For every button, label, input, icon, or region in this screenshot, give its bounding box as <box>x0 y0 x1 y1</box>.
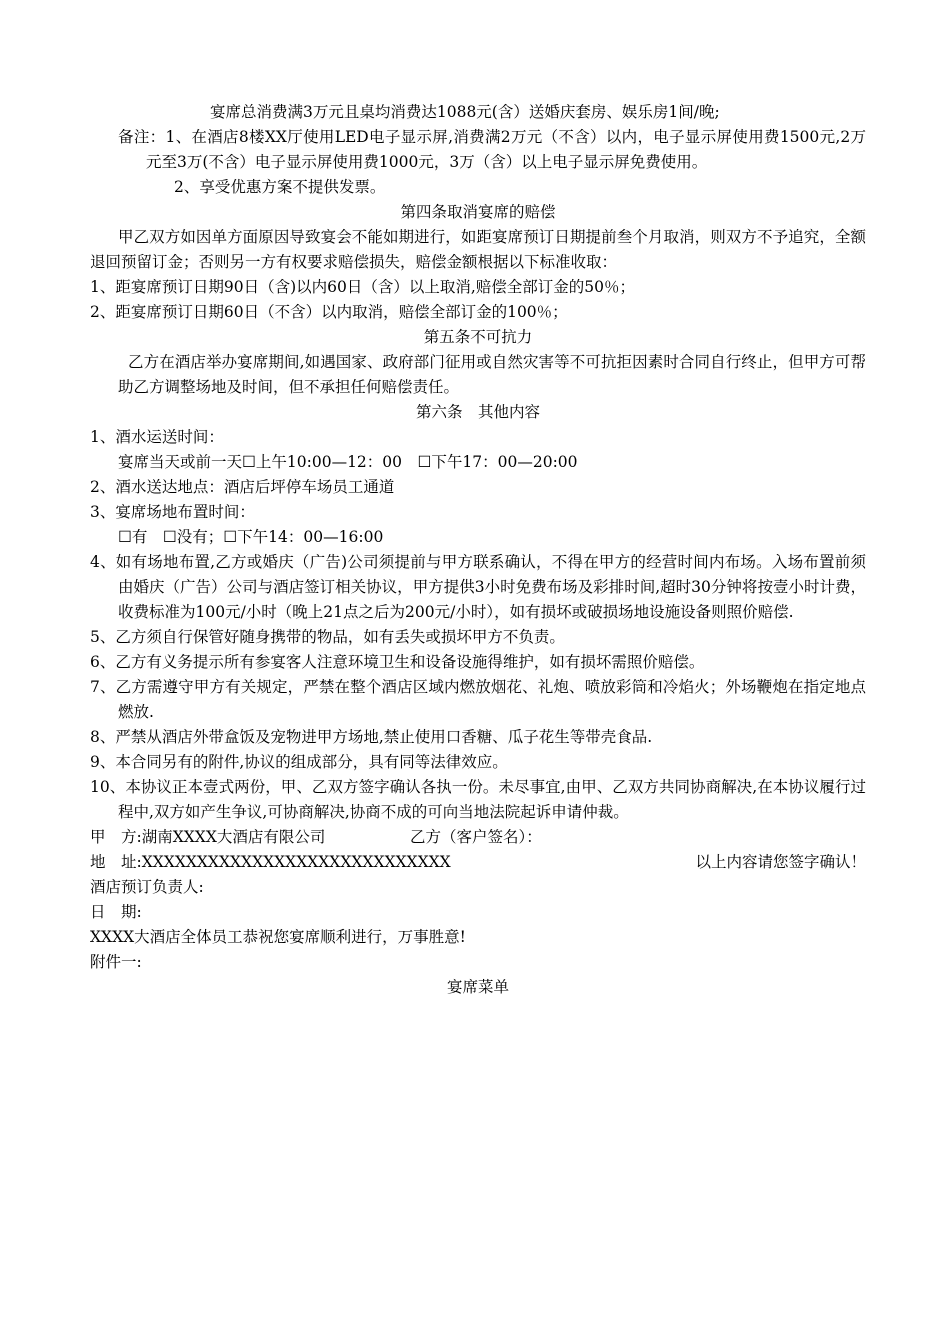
address: 地 址:XXXXXXXXXXXXXXXXXXXXXXXXXXXX <box>90 853 451 871</box>
signature-parties <box>90 825 866 850</box>
article-6-item-8: 8、严禁从酒店外带盒饭及宠物进甲方场地,禁止使用口香糖、瓜子花生等带壳食品. <box>90 728 653 746</box>
delivery-time-options: 宴席当天或前一天☐上午10:00—12：00 ☐下午17：00—20:00 <box>118 453 578 471</box>
contract-document <box>90 100 866 1000</box>
article-4-item-1: 1、距宴席预订日期90日（含)以内60日（含）以上取消,赔偿全部订金的50％； <box>90 278 636 296</box>
article-6-title: 第六条 其他内容 <box>415 403 540 421</box>
booking-manager: 酒店预订负责人: <box>90 878 204 896</box>
article-6-item-10: 10、本协议正本壹式两份，甲、乙双方签字确认各执一份。未尽事宜,由甲、乙双方共同协商解决,在本协议履行过程中,双方如产生争议,可协商解决,协商不成的可向当地法院起诉申请仲裁。 <box>90 778 866 821</box>
date-field: 日 期: <box>90 903 142 921</box>
article-6-item-2: 2、酒水送达地点：酒店后坪停车场员工通道 <box>90 478 395 496</box>
attachment-label: 附件一: <box>90 953 142 971</box>
article-6-item-7: 7、乙方需遵守甲方有关规定，严禁在整个酒店区域内燃放烟花、礼炮、喷放彩筒和冷焰火；外场鞭炮在指定地点燃放. <box>90 678 866 721</box>
blessing: XXXX大酒店全体员工恭祝您宴席顺利进行，万事胜意! <box>90 928 466 946</box>
article-6-item-3: 3、宴席场地布置时间： <box>90 503 255 521</box>
confirm-note: 以上内容请您签字确认！ <box>695 853 866 871</box>
article-5-body: 乙方在酒店举办宴席期间,如遇国家、政府部门征用或自然灾害等不可抗拒因素时合同自行终止，但甲方可帮助乙方调整场地及时间，但不承担任何赔偿责任。 <box>118 353 866 396</box>
note-two: 2、享受优惠方案不提供发票。 <box>174 178 386 196</box>
article-4-title: 第四条取消宴席的赔偿 <box>400 203 556 221</box>
article-6-item-4: 4、如有场地布置,乙方或婚庆（广告)公司须提前与甲方联系确认，不得在甲方的经营时间内布场。入场布置前须由婚庆（广告）公司与酒店签订相关协议，甲方提供3小时免费布场及彩排时间,超时30分钟将按壹小时计费，收费标准为100元/小时（晚上21点之后为200元/小时），如有损坏或破损场地设施设备则照价赔偿. <box>90 553 866 621</box>
setup-time-options: ☐有 ☐没有；☐下午14：00—16:00 <box>118 528 384 546</box>
promo-line: 宴席总消费满3万元且桌均消费达1088元(含）送婚庆套房、娱乐房1间/晚; <box>210 103 720 121</box>
article-6-item-6: 6、乙方有义务提示所有参宴客人注意环境卫生和设备设施得维护，如有损坏需照价赔偿。 <box>90 653 705 671</box>
article-6-item-1: 1、酒水运送时间： <box>90 428 224 446</box>
address-row <box>90 850 866 875</box>
note-one: 备注：1、在酒店8楼XX厅使用LED电子显示屏,消费满2万元（不含）以内，电子显示屏使用费1500元,2万元至3万(不含）电子显示屏使用费1000元，3万（含）以上电子显示屏免费使用。 <box>118 128 866 171</box>
article-4-body: 甲乙双方如因单方面原因导致宴会不能如期进行，如距宴席预订日期提前叁个月取消，则双方不予追究，全额退回预留订金；否则另一方有权要求赔偿损失，赔偿金额根据以下标准收取： <box>90 228 866 271</box>
party-b-signature: 乙方（客户签名）： <box>410 828 542 846</box>
party-a: 甲 方:湖南XXXX大酒店有限公司 <box>90 828 326 846</box>
article-4-item-2: 2、距宴席预订日期60日（不含）以内取消，赔偿全部订金的100％； <box>90 303 568 321</box>
article-6-item-9: 9、本合同另有的附件,协议的组成部分，具有同等法律效应。 <box>90 753 508 771</box>
article-6-item-5: 5、乙方须自行保管好随身携带的物品，如有丢失或损坏甲方不负责。 <box>90 628 565 646</box>
article-5-title: 第五条不可抗力 <box>423 328 533 346</box>
menu-title: 宴席菜单 <box>446 978 509 996</box>
